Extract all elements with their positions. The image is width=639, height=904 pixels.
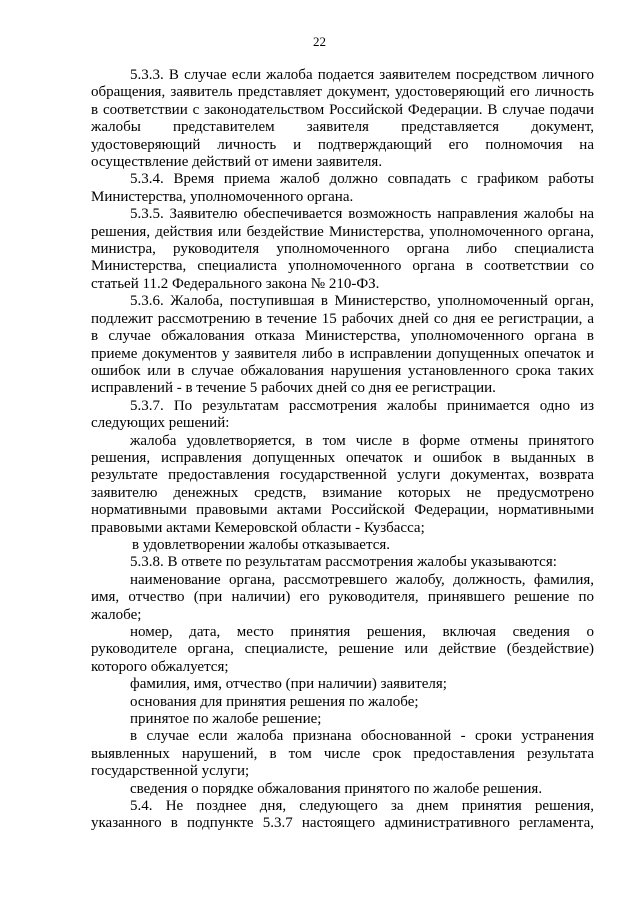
page-number: 22 xyxy=(313,34,326,49)
paragraph-grounds xyxy=(91,694,594,711)
paragraph-line: обращения, заявитель представляет документ, удостоверяющий его личность xyxy=(91,84,594,101)
paragraph-refused xyxy=(91,537,594,554)
paragraph-line: Министерства, специалиста уполномоченного органа в соответствии со xyxy=(91,258,594,275)
paragraph-organ-name xyxy=(91,572,594,624)
paragraph-5-4 xyxy=(91,798,594,833)
paragraph-line: 5.3.5. Заявителю обеспечивается возможность направления жалобы на xyxy=(130,206,594,223)
paragraph-line: руководителе органа, специалисте, решение или действие (бездействие) xyxy=(91,641,594,658)
paragraph-5-3-3 xyxy=(91,67,594,171)
paragraph-line: исправлений - в течение 5 рабочих дней со дня ее регистрации. xyxy=(91,380,496,397)
paragraph-line: в удовлетворении жалобы отказывается. xyxy=(132,536,390,553)
paragraph-line: ошибок или в случае обжалования нарушения установленного срока таких xyxy=(91,362,594,379)
paragraph-justified xyxy=(91,728,594,780)
paragraph-line: решения, действия или бездействие Министерства, уполномоченного органа, xyxy=(91,223,594,240)
paragraph-line: решения, исправления допущенных опечаток и ошибок в выданных в xyxy=(91,449,594,466)
paragraph-5-3-8 xyxy=(91,554,594,571)
paragraph-line: фамилия, имя, отчество (при наличии) заявителя; xyxy=(130,676,447,693)
paragraph-line: 5.3.7. По результатам рассмотрения жалобы принимается одно из xyxy=(130,397,594,414)
paragraph-line: сведения о порядке обжалования принятого по жалобе решения. xyxy=(130,780,543,797)
paragraph-line: правовыми актами Кемеровской области - Кузбасса; xyxy=(91,519,425,536)
paragraph-5-3-7 xyxy=(91,398,594,433)
paragraph-line: 5.3.3. В случае если жалоба подается заявителем посредством личного xyxy=(130,67,594,83)
paragraph-line: результате предоставления государственной услуги документах, возврата xyxy=(91,467,594,484)
paragraph-line: жалобе; xyxy=(91,606,142,623)
paragraph-line: в случае если жалоба признана обоснованной - сроки устранения xyxy=(130,728,594,745)
paragraph-line: подлежит рассмотрению в течение 15 рабочих дней со дня ее регистрации, а xyxy=(91,310,594,327)
paragraph-line: наименование органа, рассмотревшего жалобу, должность, фамилия, xyxy=(130,571,594,588)
paragraph-line: жалобы представителем заявителя представляется документ, xyxy=(91,119,594,136)
paragraph-line: осуществление действий от имени заявителя. xyxy=(91,154,383,171)
paragraph-appeal-procedure xyxy=(91,781,594,798)
paragraph-line: 5.3.6. Жалоба, поступившая в Министерство, уполномоченный орган, xyxy=(130,293,594,310)
paragraph-5-3-6 xyxy=(91,293,594,397)
paragraph-5-3-4 xyxy=(91,171,594,206)
paragraph-line: заявителю денежных средств, взимание которых не предусмотрено xyxy=(91,484,594,501)
paragraph-line: 5.3.4. Время приема жалоб должно совпадать с графиком работы xyxy=(130,171,594,188)
paragraph-line: принятое по жалобе решение; xyxy=(130,711,322,728)
paragraph-line: удостоверяющий личность и подтверждающий его полномочия на xyxy=(91,136,594,153)
paragraph-line: следующих решений: xyxy=(91,415,230,432)
paragraph-decision xyxy=(91,711,594,728)
paragraph-line: 5.4. Не позднее дня, следующего за днем принятия решения, xyxy=(130,798,594,815)
paragraph-line: указанного в подпункте 5.3.7 настоящего административного регламента, xyxy=(91,815,594,832)
paragraph-line: статьей 11.2 Федерального закона № 210-ФЗ. xyxy=(91,275,380,292)
paragraph-line: в случае обжалования отказа Министерства, уполномоченного органа в xyxy=(91,328,594,345)
paragraph-line: выявленных нарушений, в том числе срок предоставления результата xyxy=(91,745,594,762)
paragraph-line: министра, руководителя уполномоченного органа либо специалиста xyxy=(91,241,594,258)
paragraph-line: в соответствии с законодательством Российской Федерации. В случае подачи xyxy=(91,101,594,118)
paragraph-line: 5.3.8. В ответе по результатам рассмотрения жалобы указываются: xyxy=(130,554,557,571)
paragraph-line: приеме документов у заявителя либо в исправлении допущенных опечаток и xyxy=(91,345,594,362)
document-body xyxy=(91,67,594,833)
paragraph-5-3-5 xyxy=(91,206,594,293)
paragraph-applicant-name xyxy=(91,676,594,693)
paragraph-line: имя, отчество (при наличии) его руководителя, принявшего решение по xyxy=(91,589,594,606)
paragraph-line: нормативными правовыми актами Российской Федерации, нормативными xyxy=(91,502,594,519)
paragraph-line: номер, дата, место принятия решения, включая сведения о xyxy=(130,624,594,640)
paragraph-line: Министерства, уполномоченного органа. xyxy=(91,188,354,205)
paragraph-line: жалоба удовлетворяется, в том числе в форме отмены принятого xyxy=(130,432,594,449)
paragraph-line: основания для принятия решения по жалобе; xyxy=(130,693,419,710)
paragraph-line: государственной услуги; xyxy=(91,763,250,780)
paragraph-satisfied xyxy=(91,433,594,537)
paragraph-number-date xyxy=(91,624,594,676)
paragraph-line: которого обжалуется; xyxy=(91,658,229,675)
